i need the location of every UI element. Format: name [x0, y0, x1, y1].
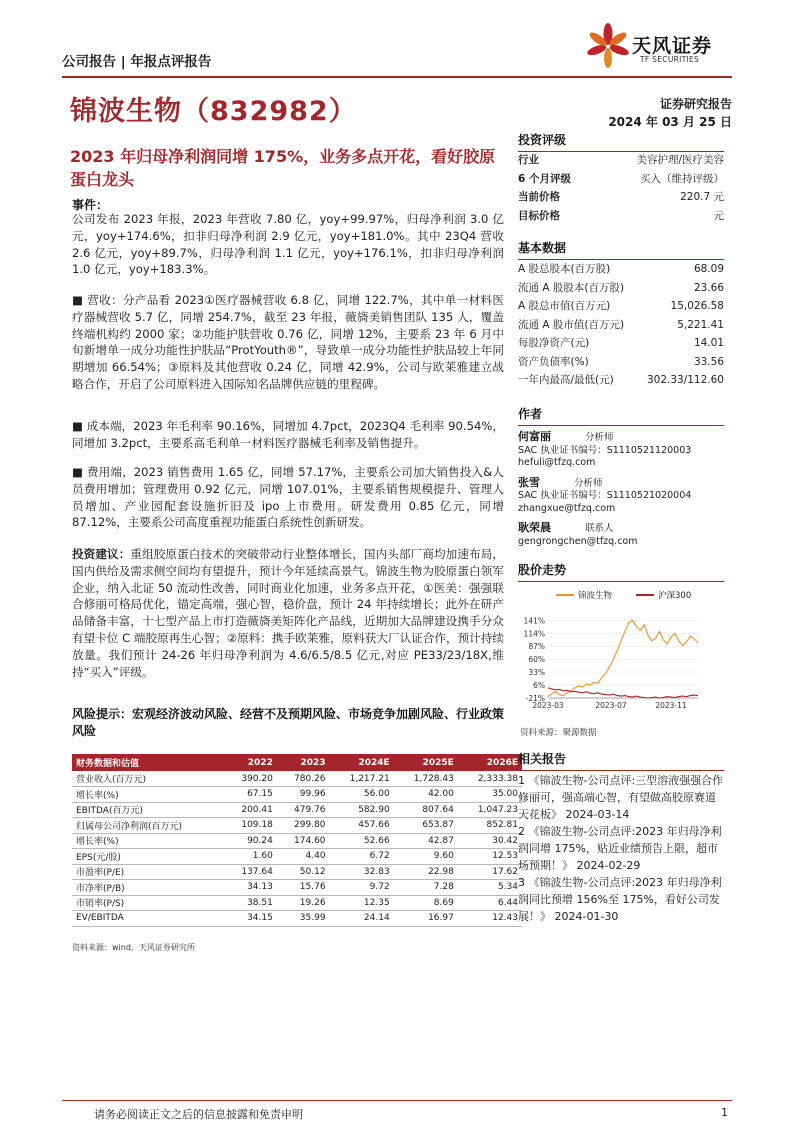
kv-key: 6 个月评级 — [518, 172, 571, 185]
table-cell: 市净率(P/B) — [72, 880, 224, 896]
table-cell: 营业收入(百万元) — [72, 771, 224, 787]
table-cell: 9.72 — [330, 880, 394, 896]
expense-paragraph: ■ 费用端，2023 销售费用 1.65 亿，同增 57.17%，主要系公司加大销售投入&人员费用增加；管理费用 0.92 亿元，同增 107.01%，主要系销售规模提升、管理人员增加、产业园配套设施折旧及 ipo 上市费用。研发费用 0.85 亿元，同增 87.12%，主要系公司高度重视功能蛋白系统性创新研发。 — [72, 465, 504, 530]
table-cell: 15.76 — [277, 880, 330, 896]
kv-value: 14.01 — [693, 337, 724, 349]
table-cell: 780.26 — [277, 771, 330, 787]
table-cell: 653.87 — [394, 818, 458, 834]
table-cell: 807.64 — [394, 802, 458, 818]
kv-key: 资产负债率(%) — [518, 355, 589, 368]
table-row — [72, 787, 522, 803]
kv-row — [518, 260, 724, 279]
table-row — [72, 864, 522, 880]
table-cell: 390.20 — [224, 771, 277, 787]
author-entry — [518, 428, 724, 470]
table-row — [72, 911, 522, 927]
kv-row — [518, 297, 724, 316]
table-cell: 9.60 — [394, 849, 458, 865]
related-reports-list — [518, 772, 724, 925]
table-cell: 99.96 — [277, 787, 330, 803]
kv-row — [518, 316, 724, 335]
kv-row — [518, 334, 724, 353]
kv-key: 每股净资产(元) — [518, 337, 590, 349]
series-line-index — [548, 688, 698, 698]
kv-row — [518, 188, 724, 207]
report-type: 证券研究报告 — [659, 97, 732, 111]
table-cell: EV/EBITDA — [72, 911, 224, 927]
y-tick-label: 87% — [528, 642, 545, 652]
kv-key: 一年内最高/最低(元) — [518, 374, 614, 386]
y-tick-label: 114% — [523, 629, 545, 639]
authors-list — [518, 428, 724, 552]
logo-subtitle: TF SECURITIES — [640, 55, 700, 64]
kv-key: 行业 — [518, 154, 539, 166]
chart-source: 资料来源：聚源数据 — [520, 728, 597, 738]
table-cell: 12.35 — [330, 895, 394, 911]
header-rule — [62, 76, 732, 78]
table-header-cell: 2023 — [277, 754, 330, 771]
related-report-item[interactable]: 3 《锦波生物-公司点评:2023 年归母净利润同比预增 156%至 175%，看好公司发展！》 2024-01-30 — [518, 876, 722, 923]
table-cell: 5.34 — [458, 880, 522, 896]
author-cert: SAC 执业证书编号：S1110521020004 — [518, 490, 692, 501]
table-cell: 17.62 — [458, 864, 522, 880]
table-cell: 42.00 — [394, 787, 458, 803]
table-header-cell: 2024E — [330, 754, 394, 771]
author-name: 何富丽 — [518, 430, 551, 443]
author-cert: SAC 执业证书编号：S1110521120003 — [518, 444, 692, 456]
legend-label: 沪深300 — [658, 591, 692, 601]
kv-key: A 股总市值(百万元) — [518, 300, 611, 312]
table-cell: 174.60 — [277, 833, 330, 849]
table-row — [72, 849, 522, 865]
kv-key: A 股总股本(百万股) — [518, 263, 611, 275]
table-cell: 归属母公司净利润(百万元) — [72, 818, 224, 834]
table-row — [72, 771, 522, 787]
table-cell: 增长率(%) — [72, 787, 224, 803]
table-cell: 109.18 — [224, 818, 277, 834]
related-reports-heading: 相关报告 — [518, 750, 724, 771]
rating-list — [518, 151, 724, 225]
author-role: 联系人 — [585, 523, 614, 534]
kv-value: 买入（维持评级） — [640, 172, 724, 185]
price-chart-heading: 股价走势 — [518, 561, 724, 582]
table-cell: 35.99 — [277, 911, 330, 927]
kv-row — [518, 353, 724, 372]
table-row — [72, 802, 522, 818]
revenue-paragraph: ■ 营收：分产品看 2023①医疗器械营收 6.8 亿，同增 122.7%，其中单一材料医疗器械营收 5.7 亿，同增 254.7%，截至 23 年报，薇旖美销售团队 135 人，覆盖终端机构约 2000 家；②功能护肤营收 0.76 亿，同增 12%，主要系 23 年 6 月中旬新增单一成分功能性护肤品“ProtYouth®”，导致单一成分功能性护肤品较上年同期增加 66.54%；③原料及其他营收 0.24 亿，同增 42.9%，公司与欧莱雅建立战略合作，开启了公司原料进入国际知名品牌供应链的里程碑。 — [72, 293, 504, 391]
author-email[interactable]: zhangxue@tfzq.com — [518, 502, 616, 514]
kv-value: 302.33/112.60 — [646, 374, 724, 386]
table-cell: 1,217.21 — [330, 771, 394, 787]
report-date: 2024 年 03 月 25 日 — [608, 115, 732, 129]
author-name-line — [518, 428, 724, 445]
author-role: 分析师 — [574, 477, 603, 489]
table-cell: 42.87 — [394, 833, 458, 849]
table-cell: 200.41 — [224, 802, 277, 818]
table-cell: 2,333.38 — [458, 771, 522, 787]
table-cell: 24.14 — [330, 911, 394, 927]
related-report-item[interactable]: 2 《锦波生物-公司点评:2023 年归母净利润同增 175%，贴近业绩预告上限，超市场预期！》 2024-02-29 — [518, 825, 722, 872]
price-chart — [518, 586, 728, 710]
table-cell: 34.13 — [224, 880, 277, 896]
table-cell: 52.66 — [330, 833, 394, 849]
y-tick-label: -21% — [525, 694, 545, 703]
table-cell: 479.76 — [277, 802, 330, 818]
table-header-cell: 2025E — [394, 754, 458, 771]
table-cell: 8.69 — [394, 895, 458, 911]
report-category-tag: 公司报告 | 年报点评报告 — [62, 54, 212, 70]
table-cell: 1,047.23 — [458, 802, 522, 818]
table-cell: 16.97 — [394, 911, 458, 927]
kv-row — [518, 151, 724, 170]
y-tick-label: 60% — [528, 655, 545, 665]
advice-label: 投资建议： — [72, 547, 131, 561]
table-cell: 35.00 — [458, 787, 522, 803]
table-cell: 299.80 — [277, 818, 330, 834]
author-entry — [518, 474, 724, 516]
kv-value: 33.56 — [693, 355, 724, 368]
table-cell: 19.26 — [277, 895, 330, 911]
author-name: 张雪 — [518, 475, 540, 489]
kv-value: 元 — [713, 209, 724, 222]
advice-body: 重组胶原蛋白技术的突破带动行业整体增长，国内头部厂商均加速布局，国内供给及需求侧空间均有望提升，预计今年延续高景气。锦波生物为胶原蛋白领军企业，纳入北证 50 流动性改善，同时商业化加速，业务多点开花，①医美：强强联合修丽可格局优化，锚定高端，强心智，稳价盘，预计 24 年持续增长；此外在研产品储备丰富，十七型产品上市打造薇旖美矩阵化产品线，近期加大品牌建设携手分众有望卡位 C 端胶原再生心智；②原料：携手欧莱雅，原料获大厂认证合作，预计持续放量。我们预计 24-26 年归母净利润为 4.6/6.5/8.5 亿元,对应 PE33/23/18X,维持“买入”评级。 — [72, 547, 504, 679]
table-cell: 56.00 — [330, 787, 394, 803]
kv-row — [518, 170, 724, 189]
kv-key: 流通 A 股股本(百万股) — [518, 281, 625, 294]
table-cell: 22.98 — [394, 864, 458, 880]
table-row — [72, 833, 522, 849]
basic-data-list — [518, 260, 724, 390]
table-cell: 90.24 — [224, 833, 277, 849]
table-header-cell: 2022 — [224, 754, 277, 771]
table-cell: 50.12 — [277, 864, 330, 880]
table-cell: 852.81 — [458, 818, 522, 834]
y-tick-label: 141% — [523, 616, 545, 626]
table-cell: 32.83 — [330, 864, 394, 880]
table-cell: 137.64 — [224, 864, 277, 880]
y-tick-label: 6% — [533, 681, 545, 691]
table-cell: 6.44 — [458, 895, 522, 911]
table-source: 资料来源：wind，天风证券研究所 — [72, 943, 195, 952]
table-cell: 67.15 — [224, 787, 277, 803]
table-cell: 457.66 — [330, 818, 394, 834]
headline: 2023 年归母净利润同增 175%，业务多点开花，看好胶原蛋白龙头 — [70, 147, 496, 189]
company-title: 锦波生物（832982） — [70, 96, 357, 127]
table-row — [72, 880, 522, 896]
table-row — [72, 818, 522, 834]
table-cell: 7.28 — [394, 880, 458, 896]
x-tick-label: 2023-11 — [655, 701, 687, 710]
table-cell: 1,728.43 — [394, 771, 458, 787]
events-paragraph: 公司发布 2023 年报，2023 年营收 7.80 亿，yoy+99.97%，归母净利润 3.0 亿元，yoy+174.6%，扣非归母净利润 2.9 亿元，yoy+181.0%。其中 23Q4 营收 2.6 亿元，yoy+89.7%，归母净利润 1.1 亿元，yoy+176.1%，扣非归母净利润 1.0 亿元，yoy+183.3%。 — [72, 212, 504, 277]
kv-value: 美容护理/医疗美容 — [636, 154, 724, 166]
table-cell: 12.53 — [458, 849, 522, 865]
kv-row — [518, 279, 724, 298]
table-cell: 38.51 — [224, 895, 277, 911]
related-report-item[interactable]: 1 《锦波生物-公司点评:三型溶液强强合作修丽可，强高端心智，有望做高胶原赛道天花板》 2024-03-14 — [518, 774, 724, 821]
kv-value: 15,026.58 — [670, 300, 724, 312]
kv-row — [518, 371, 724, 390]
table-header-cell: 2026E — [458, 754, 522, 771]
table-cell: 市销率(P/S) — [72, 895, 224, 911]
author-name: 耿荣晨 — [518, 521, 551, 534]
table-cell: 30.42 — [458, 833, 522, 849]
table-header-row — [72, 754, 522, 771]
table-cell: 1.60 — [224, 849, 277, 865]
legend-label: 锦波生物 — [578, 591, 613, 601]
kv-key: 当前价格 — [518, 191, 560, 203]
kv-value: 23.66 — [693, 281, 724, 294]
table-cell: EBITDA(百万元) — [72, 802, 224, 818]
x-tick-label: 2023-07 — [595, 701, 627, 710]
table-cell: 4.40 — [277, 849, 330, 865]
table-cell: EPS(元/股) — [72, 849, 224, 865]
footer-rule — [62, 1100, 732, 1101]
rating-heading: 投资评级 — [518, 131, 724, 152]
kv-value: 220.7 元 — [680, 191, 724, 203]
events-label: 事件： — [72, 198, 109, 212]
table-row — [72, 895, 522, 911]
table-cell: 34.15 — [224, 911, 277, 927]
author-name-line — [518, 474, 724, 491]
table-cell: 6.72 — [330, 849, 394, 865]
table-header-cell: 财务数据和估值 — [72, 754, 224, 771]
x-tick-label: 2023-03 — [532, 701, 564, 710]
table-cell: 市盈率(P/E) — [72, 864, 224, 880]
authors-heading: 作者 — [518, 405, 724, 426]
y-tick-label: 33% — [528, 668, 545, 678]
table-cell: 582.90 — [330, 802, 394, 818]
financial-table — [72, 754, 522, 927]
table-cell: 12.43 — [458, 911, 522, 927]
page-number: 1 — [721, 1106, 728, 1119]
cost-paragraph: ■ 成本端，2023 年毛利率 90.16%，同增加 4.7pct，2023Q4 毛利率 90.54%，同增加 3.2pct，主要系高毛利单一材料医疗器械毛利率及销售提升。 — [72, 419, 504, 450]
author-entry — [518, 519, 724, 548]
kv-value: 5,221.41 — [677, 318, 724, 331]
logo-name: 天风证券 — [632, 35, 713, 57]
kv-row — [518, 207, 724, 226]
kv-key: 流通 A 股市值(百万元) — [518, 318, 625, 331]
kv-value: 68.09 — [693, 263, 724, 275]
author-email[interactable]: hefuli@tfzq.com — [518, 457, 596, 468]
table-cell: 增长率(%) — [72, 833, 224, 849]
author-email[interactable]: gengrongchen@tfzq.com — [518, 535, 638, 547]
author-name-line — [518, 519, 724, 536]
author-role: 分析师 — [585, 432, 614, 443]
kv-key: 目标价格 — [518, 209, 560, 222]
footer-disclaimer: 请务必阅读正文之后的信息披露和免责申明 — [94, 1108, 303, 1121]
investment-advice-paragraph — [72, 546, 504, 680]
basic-data-heading: 基本数据 — [518, 239, 724, 260]
risk-warning: 风险提示：宏观经济波动风险、经营不及预期风险、市场竞争加剧风险、行业政策风险 — [72, 707, 505, 738]
